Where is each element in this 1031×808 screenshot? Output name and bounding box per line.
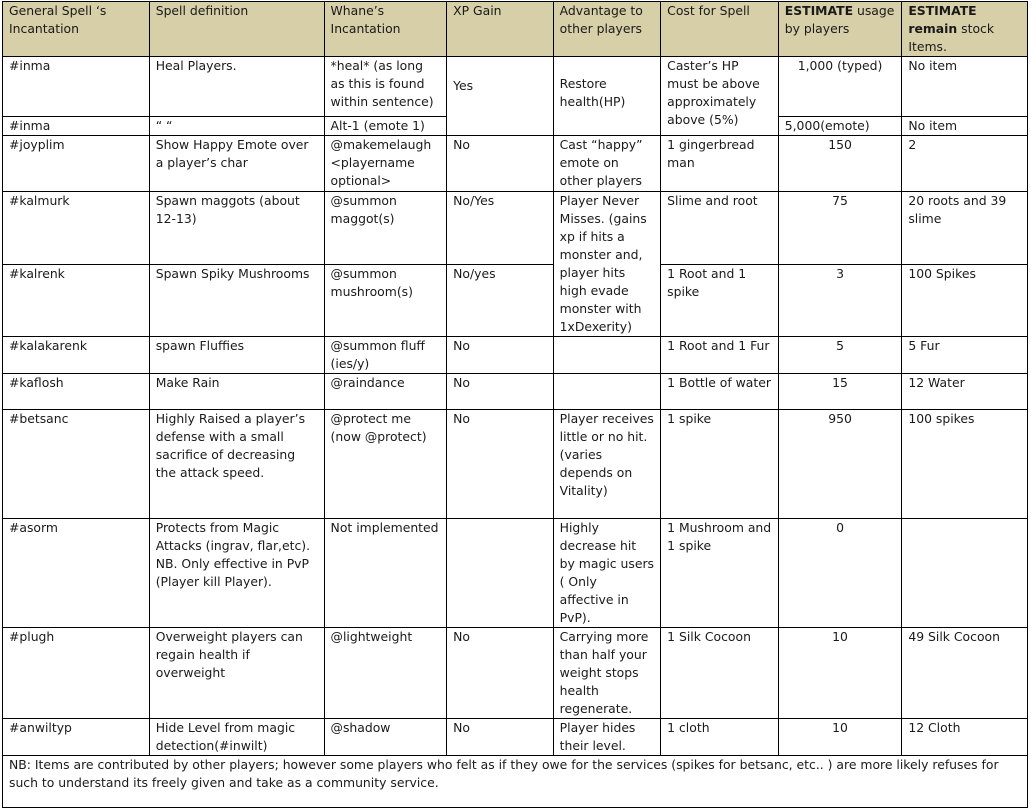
spell-cell: #joyplim (3, 136, 150, 192)
advantage-cell (553, 374, 661, 410)
spell-cell: #inma (3, 117, 150, 136)
cost-cell: Caster’s HP must be above approximately above (5%) (661, 57, 779, 136)
table-row (3, 57, 1028, 117)
stock-cell: 49 Silk Cocoon (902, 628, 1028, 719)
spell-cell: #kalrenk (3, 264, 150, 337)
stock-cell: 100 Spikes (902, 264, 1028, 337)
advantage-cell: Cast “happy” emote on other players (553, 136, 661, 192)
table-row (3, 519, 1028, 628)
cost-cell: 1 cloth (661, 719, 779, 756)
stock-cell: No item (902, 117, 1028, 136)
advantage-cell: Player Never Misses. (gains xp if hits a monster and, player hits high evade monster with 1xDexerity) (553, 192, 661, 337)
cost-cell: 1 Bottle of water (661, 374, 779, 410)
header-spell-incantation: General Spell ‘s Incantation (3, 2, 150, 57)
usage-cell: 10 (778, 719, 902, 756)
stock-cell: 12 Water (902, 374, 1028, 410)
xp-cell: No (447, 628, 554, 719)
xp-cell (447, 57, 554, 136)
spell-table (2, 1, 1028, 808)
usage-cell: 15 (778, 374, 902, 410)
whane-cell: @raindance (324, 374, 447, 410)
whane-cell: Alt-1 (emote 1) (324, 117, 447, 136)
table-row (3, 136, 1028, 192)
cost-cell: 1 spike (661, 410, 779, 519)
stock-cell: No item (902, 57, 1028, 117)
cost-cell: Slime and root (661, 192, 779, 265)
advantage-cell: Player receives little or no hit. (varies depends on Vitality) (553, 410, 661, 519)
xp-cell (447, 519, 554, 628)
xp-cell: No/yes (447, 264, 554, 337)
whane-cell: @lightweight (324, 628, 447, 719)
table-row (3, 192, 1028, 265)
header-remain-label: remain (908, 21, 958, 36)
whane-cell: @summon maggot(s) (324, 192, 447, 265)
header-stock-label: stock Items. (908, 21, 995, 54)
definition-cell: Show Happy Emote over a player’s char (149, 136, 324, 192)
header-row (3, 2, 1028, 57)
definition-cell: Spawn Spiky Mushrooms (149, 264, 324, 337)
table-row (3, 410, 1028, 519)
whane-cell: @summon fluff (ies/y) (324, 337, 447, 374)
footnote: NB: Items are contributed by other players; however some players who felt as if they owe for the services (spikes for betsanc, etc.. ) are more likely refuses for such to understand its freely given and take as a community service. (3, 756, 1028, 808)
advantage-cell (553, 337, 661, 374)
usage-cell: 3 (778, 264, 902, 337)
xp-value: Yes (453, 78, 474, 93)
spell-cell: #inma (3, 57, 150, 117)
spell-cell: #plugh (3, 628, 150, 719)
spell-cell: #kalmurk (3, 192, 150, 265)
definition-cell: Hide Level from magic detection(#inwilt) (149, 719, 324, 756)
table-row (3, 374, 1028, 410)
header-cost: Cost for Spell (661, 2, 779, 57)
advantage-value: Restore health(HP) (559, 76, 626, 109)
advantage-cell: Highly decrease hit by magic users ( Only affective in PvP). (553, 519, 661, 628)
usage-cell: 10 (778, 628, 902, 719)
definition-cell: Make Rain (149, 374, 324, 410)
xp-cell: No (447, 136, 554, 192)
whane-cell: @summon mushroom(s) (324, 264, 447, 337)
definition-cell: Spawn maggots (about 12-13) (149, 192, 324, 265)
usage-cell: 150 (778, 136, 902, 192)
header-spell-definition: Spell definition (149, 2, 324, 57)
header-whane-incantation: Whane’s Incantation (324, 2, 447, 57)
spell-cell: #anwiltyp (3, 719, 150, 756)
spell-cell: #asorm (3, 519, 150, 628)
usage-cell: 75 (778, 192, 902, 265)
table-row (3, 719, 1028, 756)
whane-cell: @shadow (324, 719, 447, 756)
definition-cell: Highly Raised a player’s defense with a small sacrifice of decreasing the attack speed. (149, 410, 324, 519)
spell-cell: #kaflosh (3, 374, 150, 410)
definition-cell: spawn Fluffies (149, 337, 324, 374)
stock-cell: 12 Cloth (902, 719, 1028, 756)
cost-cell: 1 Root and 1 Fur (661, 337, 779, 374)
definition-cell: “ “ (149, 117, 324, 136)
header-estimate-stock (902, 2, 1028, 57)
header-advantage: Advantage to other players (553, 2, 661, 57)
header-usage-label: usage by players (784, 3, 895, 36)
stock-cell (902, 519, 1028, 628)
table-row (3, 337, 1028, 374)
stock-cell: 2 (902, 136, 1028, 192)
whane-cell: @makemelaugh <playername optional> (324, 136, 447, 192)
definition-cell: Heal Players. (149, 57, 324, 117)
table-row (3, 264, 1028, 337)
footnote-row (3, 756, 1028, 808)
advantage-cell: Carrying more than half your weight stops health regenerate. (553, 628, 661, 719)
header-estimate-label: ESTIMATE (784, 3, 854, 18)
cost-cell: 1 Root and 1 spike (661, 264, 779, 337)
spell-cell: #kalakarenk (3, 337, 150, 374)
whane-cell: *heal* (as long as this is found within sentence) (324, 57, 447, 117)
header-estimate-label-2: ESTIMATE (908, 3, 977, 18)
advantage-cell: Player hides their level. (553, 719, 661, 756)
table-row (3, 628, 1028, 719)
usage-cell: 5 (778, 337, 902, 374)
cost-cell: 1 gingerbread man (661, 136, 779, 192)
header-estimate-usage (778, 2, 902, 57)
stock-cell: 5 Fur (902, 337, 1028, 374)
definition-cell: Overweight players can regain health if overweight (149, 628, 324, 719)
xp-cell: No (447, 719, 554, 756)
usage-cell: 1,000 (typed) (778, 57, 902, 117)
usage-cell: 5,000(emote) (778, 117, 902, 136)
stock-cell: 100 spikes (902, 410, 1028, 519)
usage-cell: 950 (778, 410, 902, 519)
cost-cell: 1 Mushroom and 1 spike (661, 519, 779, 628)
header-xp-gain: XP Gain (447, 2, 554, 57)
xp-cell: No (447, 337, 554, 374)
whane-cell: @protect me (now @protect) (324, 410, 447, 519)
spell-cell: #betsanc (3, 410, 150, 519)
usage-cell: 0 (778, 519, 902, 628)
xp-cell: No (447, 374, 554, 410)
stock-cell: 20 roots and 39 slime (902, 192, 1028, 265)
definition-cell: Protects from Magic Attacks (ingrav, flar,etc). NB. Only effective in PvP (Player kill Player). (149, 519, 324, 628)
advantage-cell (553, 57, 661, 136)
xp-cell: No/Yes (447, 192, 554, 265)
cost-cell: 1 Silk Cocoon (661, 628, 779, 719)
whane-cell: Not implemented (324, 519, 447, 628)
xp-cell: No (447, 410, 554, 519)
